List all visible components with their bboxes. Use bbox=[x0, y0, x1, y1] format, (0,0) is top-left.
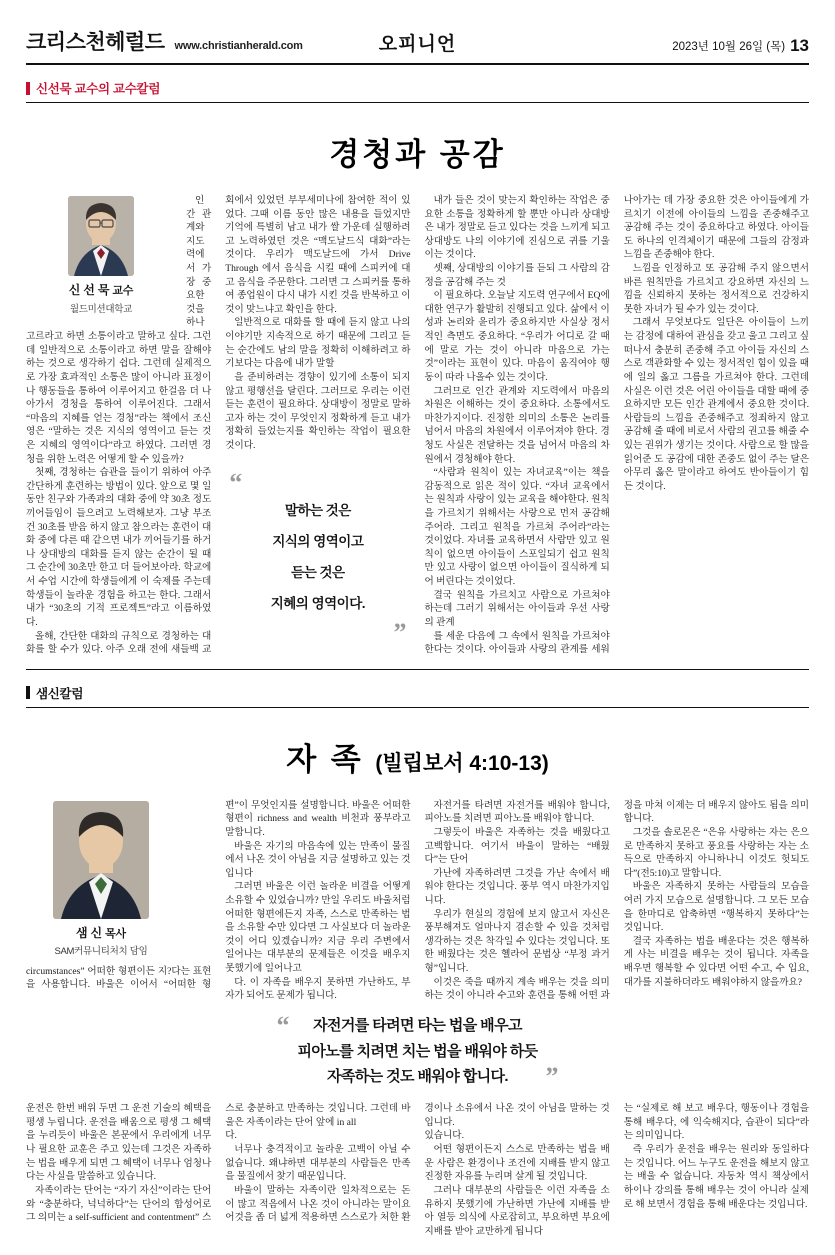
portrait-illustration-icon bbox=[68, 196, 134, 276]
article2-pullquote-text bbox=[297, 1013, 537, 1090]
article-divider bbox=[26, 669, 809, 670]
article1-p13: 느낌을 인정하고 또 공감해 주지 않으면서 바른 원칙만을 가르치고 강요하면 자신의 느낌을 신뢰하지 못하는 정서적으로 건강하지 못한 자녀가 될 수가 있는 것이다. bbox=[623, 263, 809, 315]
article2-top-c4-p5: 바울은 자족하지 못하는 사람들의 모습을 여러 가지 모습으로 설명합니다. 그 모든 모습을 한마디로 압축하면 “행복하지 못하다”는 것입니다. bbox=[623, 881, 809, 934]
article2-body-top bbox=[26, 799, 809, 1003]
article1-pullquote-line2: 지식의 영역이고 bbox=[272, 533, 364, 549]
article2-body-bottom bbox=[26, 1102, 809, 1238]
issue-date: 2023년 10월 26일 (목) bbox=[672, 41, 786, 53]
portrait-illustration-icon-2 bbox=[53, 801, 149, 919]
section-tag-bar-icon-2 bbox=[26, 686, 30, 699]
article1-p3: 올해, 간단한 대화의 규칙으로 경청하는 대화를 할 수가 있다. 아주 오래 전에 새들백 교회에서 있었던 부부세미나에 참여한 적이 있었다. 그때 이름 동안 많은 내용을 들었지만 기억에 특별히 남고 내가 쌀 가운데 실행하려고 노력하였던 것은 “맥도날드식 대화”라는 것이다. 우리가 맥도날드에 가서 Drive Through 에서 음식을 시킬 때에 스피커에 대고 음식을 주문한다. 그러면 그 스피커를 통하여 종업원이 다시 내가 시킨 것을 반복하고 이것이 맞느냐고 확인을 한다. bbox=[26, 195, 411, 656]
article1-body bbox=[26, 194, 809, 657]
article1-p14: 그래서 무엇보다도 일단은 아이들이 느끼는 감정에 대하여 관심을 갖고 울고 그리고 싶 떠나서 충분히 존중해 주고 아이들 자신의 스스로 객관화할 수 있는 정서적인 힘이 있을 때에 일의 옳고 그름을 가르쳐야 한다. 그런데 사실은 이런 것은 어린 아이들을 대할 때에 중요하지만 모든 인간 관계에서 중요한 것이다. 사람들의 느낌을 존중해주고 정죄하지 않고 공감해 줄 때에 비로서 사람의 권고를 해줄 수 있는 권위가 생기는 것이다. 사람으로 할 많을 읽어준 도 공감에 대한 존중도 없이 주는 달은 아무리 옳은 말이라고 하여도 반아들이기 힘든 것이다. bbox=[623, 317, 809, 492]
article1-title: 경청과 공감 bbox=[329, 137, 506, 172]
quote-open-mark-icon-2: “ bbox=[276, 1010, 290, 1040]
quote-close-mark-icon: ” bbox=[393, 617, 407, 647]
article1-author-affiliation: 월드미션대학교 bbox=[69, 303, 133, 315]
article2-pullquote-line1: 자전거를 타려면 타는 법을 배우고 bbox=[313, 1016, 522, 1034]
article2-author-photo bbox=[53, 801, 149, 919]
article1-p5: 을 준비하려는 경향이 있기에 소통이 되지않고 평행선을 달린다. 그러므로 우리는 이런 듣는 훈련이 필요하다. 상대방이 정말로 말하고자 하는 것이 무엇인지 정확하게 듣고 내가 정확히 들었는지를 확인하는 작업이 필요한 것이다. bbox=[225, 371, 411, 451]
article1-p9: 그러므로 인간 관계와 지도력에서 마음의 차원은 이해하는 것이 중요하다. 소통에서도 마찬가지이다. 진정한 의미의 소통은 논리를 넘어서 마음의 차원에서 이루어져야 한다. 경청도 사실은 전달하는 것을 넘어서 마음의 차원에서 경청해야 한다. bbox=[424, 385, 610, 465]
article1-author-box bbox=[26, 196, 176, 316]
article1-p1: 인간 관계와 지도력에서 가장 중요한 것을 하나 고르라고 하면 소통이라고 말하고 싶다. 그런 데 일반적으로 소통이라고 하면 말을 잘해야 하는 것으로 생각하기 쉽다. 그런데 실제적으로 가장 효과적인 소통은 많이 아니라 표정이나 행동들을 통하여 이루어지고 한걸음 더 나아가서 경청을 통하여 이루어진다. 그래서 “마음의 지혜를 얻는 경청”라는 책에서 조신영은 “말하는 것은 지식의 영역이고 듣는 것은 지혜의 영역이다”라고 하였다. 그러면 경청을 위한 노력은 어떻게 할 수 있을까? bbox=[26, 195, 212, 465]
article2-bot-c1-p2: 자족이라는 단어는 “자기 자신”이라는 단어와 “충분하다, 넉넉하다”는 단어의 합성어로 그 의미는 a self-sufficient and contentment” 스스로 충분하고 만족하는 것입니다. 그런데 바울은 자족이라는 단어 앞에 in all bbox=[26, 1103, 411, 1224]
article1-p7: 셋째, 상대방의 이야기를 듣되 그 사람의 감정을 공감해 주는 것 bbox=[424, 263, 610, 288]
article2-author-affiliation: SAM커뮤니티처치 담임 bbox=[54, 946, 148, 958]
article2-top-c4-p4: 그것을 솔로몬은 “은유 사랑하는 자는 은으로 만족하지 못하고 풍요를 사랑하는 자는 소득으로 만족하지 아니하나니 이것도 헛되도다”(전5:10)고 말합니다. bbox=[623, 826, 809, 879]
article2-top-c1-p1: circumstances” 어떠한 형편이든 지?다는 표현을 사용합니다. 바울은 이어서 “어떠한 형편”이 무엇인지를 설명합니다. 바울은 어떠한 형편이 richness and wealth 비천과 풍부라고 말합니다. bbox=[26, 799, 411, 991]
article2-title-sub: (빌립보서 4:10-13) bbox=[375, 751, 549, 775]
article2-bot-c3-p2: 어떤 형편이든지 스스로 만족하는 법을 배운 사람은 환경이나 조건에 지배를 받지 않고 진정한 자유를 누리며 살게 될 것입니다. bbox=[424, 1144, 610, 1183]
article1-author-name: 신 선 묵 교수 bbox=[68, 283, 134, 297]
article2-section-label: 샘신칼럼 bbox=[36, 686, 84, 701]
publication-title: 크리스천헤럴드 bbox=[26, 31, 165, 54]
article1-pullquote-line1: 말하는 것은 bbox=[284, 502, 351, 518]
article2-title bbox=[26, 734, 809, 779]
publication-url[interactable]: www.christianherald.com bbox=[174, 40, 303, 52]
article2-pullquote bbox=[26, 1010, 809, 1092]
article1-pullquote bbox=[225, 462, 410, 652]
article2-top-c3-p2: 자전거를 타려면 자전거를 배워야 합니다, 피아노를 치려면 피아노를 배워야 합니다. bbox=[424, 799, 610, 825]
article1-pullquote-line3: 듣는 것은 bbox=[291, 564, 345, 580]
article1-p10: “사람과 원칙이 있는 자녀교육”이는 책을 감동적으로 읽은 적이 있다. “자녀 교육에서는 원칙과 사랑이 있는 교육을 해야한다. 원칙을 가르치기 위해서는 사랑으로 먼저 공감해 주어라. 그리고 원칙을 가르쳐 주어라”라는 것이었다. 자녀를 교육하면서 사람만 있고 원칙이 없으면 아이들이 스포일되기 쉽고 원칙만 있고 사랑이 없으면 아이들이 질식하게 되어 버린다는 것이었다. bbox=[424, 467, 610, 588]
masthead-left bbox=[26, 26, 323, 56]
article2-top-c4-p1: 가난에 자족하려면 그것을 가난 속에서 배워야 한다는 것입니다. 풍부 역시 마찬가지입니다. bbox=[424, 867, 610, 906]
article1-author-photo bbox=[68, 196, 134, 276]
article2-top-c4-p2: 우리가 현실의 경험에 보지 않고서 자신은 풍부해져도 얼마나지 겸손할 수 있을 것처럼 생각하는 것은 착각일 수 있다는 것입니다. 또한 배웠다는 것은 헬라어 문법상 “부정 과거형”입니다. bbox=[424, 908, 610, 975]
article1-p12: 를 세운 다음에 그 속에서 원칙을 가르쳐야 한다는 것이다. 아이들과 사랑의 관계를 세워 나아가는 데 가장 중요한 것은 아이들에게 가르치기 이전에 아이들의 느낌을 존중해주고 공감해 주는 것이 중요하다고 하였다. 아이들도 하나의 인격체이기 때문에 그들의 감정과 느낌을 존중해야 한다. bbox=[424, 195, 809, 656]
article2-bot-c3-p3: 그러나 대부분의 사람들은 이런 자족을 소유하지 못했기에 가난하면 가난에 지배를 받아 열등 의식에 사로잡히고, 부요하면 부요에 지배를 받아 교만하게 됩니다 bbox=[424, 1184, 610, 1237]
article2-top-c3-p3: 그렇듯이 바울은 자족하는 것을 배웠다고 고백합니다. 여기서 바울이 말하는 “배웠다”는 단어 bbox=[424, 826, 610, 866]
article2-top-c4-p3: 이것은 죽을 때까지 계속 배우는 것을 의미하는 것이 아니라 수고와 훈련을 통해 어떤 과정을 마쳐 이제는 더 배우지 않아도 됨을 의미합니다. bbox=[424, 799, 809, 1002]
article1-p8: 이 필요하다. 오늘날 지도력 연구에서 EQ에 대한 연구가 활발히 진행되고 있다. 삶에서 이성과 논리와 윤리가 중요하지만 사실상 정서적인 측면도 중요하다. “우리가 어디로 갈 때에 말로 가는 것이 아니라 마음으로 가는 것”이라는 표현이 있다. 마음이 움직여야 행동이 따라 나올수 있는 것이다. bbox=[424, 290, 610, 383]
article2-top-c2-p1: 그러면 바울은 이런 놀라운 비결을 어떻게 소유할 수 있었습니까? 만일 우리도 바울처럼 어떠한 형편에든지 자족, 스스로 만족하는 법을 소유할 수만 있다면 그 사실보다 더 놀라운 것이 어디 있겠습니까? 지금 우리 주변에서 일어나는 대부분의 문제들은 이것을 배우지 못했기에 일어나고 bbox=[225, 881, 411, 975]
article1-pullquote-line4: 지혜의 영역이다. bbox=[270, 595, 366, 611]
section-name: 오피니언 bbox=[378, 34, 457, 55]
quote-close-mark-icon-2: ” bbox=[545, 1062, 559, 1092]
article2-pullquote-line3: 자족하는 것도 배워야 합니다. bbox=[327, 1068, 508, 1086]
article2-pullquote-line2: 피아노를 치려면 치는 법을 배워야 하듯 bbox=[297, 1042, 538, 1060]
article2-bot-c2-p2: 너무나 충격적이고 놀라운 고백이 아닐 수 없습니다. 왜냐하면 대부분의 사람들은 만족을 물질에서 찾기 때문입니다. bbox=[225, 1144, 411, 1183]
quote-open-mark-icon: “ bbox=[229, 467, 243, 497]
article2-section-tag bbox=[26, 684, 809, 708]
article1-p11: 결국 원칙을 가르치고 사람으로 가르쳐야 하는데 그러기 위해서는 아이들과 우선 사랑의 관계 bbox=[424, 589, 610, 628]
article2-bot-c4-p1: 는 “실제로 해 보고 배우다, 행동이나 경험을 통해 배우다, 에 익숙해지다, 습관이 되다”라는 의미입니다. bbox=[623, 1103, 809, 1142]
article2-bot-c3-p1: 있습니다. bbox=[424, 1130, 464, 1142]
article1-section-label: 신선묵 교수의 교수칼럼 bbox=[36, 82, 161, 96]
article2-title-main: 자 족 bbox=[286, 741, 364, 777]
article1-p4: 일반적으로 대화를 할 때에 듣지 않고 나의 이야기만 지속적으로 하기 때문에 그리고 듣는 순간에도 남의 말을 정확히 이해하려고 하기보다는 다음에 내가 말할 bbox=[225, 317, 411, 370]
article1-author-role: 교수 bbox=[112, 285, 134, 297]
article2-author-box bbox=[26, 801, 176, 959]
article2-top-c3-p1: 다. 이 자족을 배우지 못하면 가난하도, 부자가 되어도 문제가 됩니다. bbox=[225, 976, 411, 1002]
article2-bot-c4-p2: 즉 우리가 운전을 배우는 원리와 동일하다는 것입니다. 어느 누구도 운전을 해보지 않고는 배울 수 없습니다. 자동차 역시 책상에서 하이나 강의를 통해 배우는 것이 아니라 실제로 해 보면서 경험을 통해 배운다는 것입니다. bbox=[623, 1144, 809, 1210]
section-tag-bar-icon bbox=[26, 82, 30, 95]
page-number: 13 bbox=[790, 36, 809, 55]
article2-author-name: 샘 신 목사 bbox=[76, 925, 126, 940]
article1-p6: 내가 들은 것이 맞는지 확인하는 작업은 중요한 소통을 정확하게 할 뿐만 아니라 상대방은 내가 정말로 듣고 있다는 것을 느끼게 되고 상대방도 나의 이야기에 진심으로 귀를 기울이는 것이다. bbox=[424, 195, 610, 261]
masthead bbox=[26, 26, 809, 65]
article1-p2: 첫째, 경청하는 습관을 들이기 위하여 아주 간단하게 훈련하는 방법이 있다. 앞으로 몇 일 동안 친구와 가족과의 대화 중에 약 30초 정도 끼어들임이 들으려고 노력해보자. 그냥 부조건 30초를 받음 하지 않고 참으라는 훈련이 대화 중에 다른 때 같으면 내가 끼어들기를 하거나 상대방의 대화를 듣지 않는 순간이 될 때 그 순간에 30초만 한고 더 들어보아라. 학교에서 수업 시간에 학생들에게 이 숙제를 주는데 학생들이 놀라운 경험을 하고는 한다. 그래서 내가 “30초의 기적 프로젝트”라고 이름하였다. bbox=[26, 467, 212, 628]
article2-bot-c1-p1: 운전은 한번 배위 두면 그 운전 기술의 혜택을 평생 누립니다. 운전을 배움으로 평생 그 혜택을 누리듯이 바울은 본문에서 우리에게 너무나 필요한 교훈은 주고 있는데 그것은 자족하는 법을 배우게 되면 그 혜택이 너무나 엄청나다는 사실을 말씀하고 있습니다. bbox=[26, 1103, 212, 1183]
masthead-right bbox=[513, 36, 810, 56]
article2-author-role: 목사 bbox=[105, 927, 126, 940]
article2-top-c4-p6: 결국 자족하는 법을 배운다는 것은 행복하게 사는 비결을 배우는 것이 됩니다. 자족을 배우면 행복할 수 있다면 어떤 수고, 수 입요, 대가를 지불하더라도 배워야하지 않을까요? bbox=[623, 935, 809, 988]
article2-bot-c2-p3: 바울이 말하는 자족이란 일차적으로는 돈이 많고 적음에서 나온 것이 아니라는 말이요 어것을 좁 더 넓게 적용하면 스스로가 처한 환경이나 소유에서 나온 것이 아님을 말하는 것입니다. bbox=[225, 1103, 610, 1224]
article1-section-tag bbox=[26, 79, 809, 103]
article2-bot-c2-p1: 다. bbox=[225, 1130, 237, 1142]
article2-top-c1-p2: 바울은 자기의 마음속에 있는 만족이 물질에서 나온 것이 아님을 지금 설명하고 있는 것입니다 bbox=[225, 840, 411, 879]
